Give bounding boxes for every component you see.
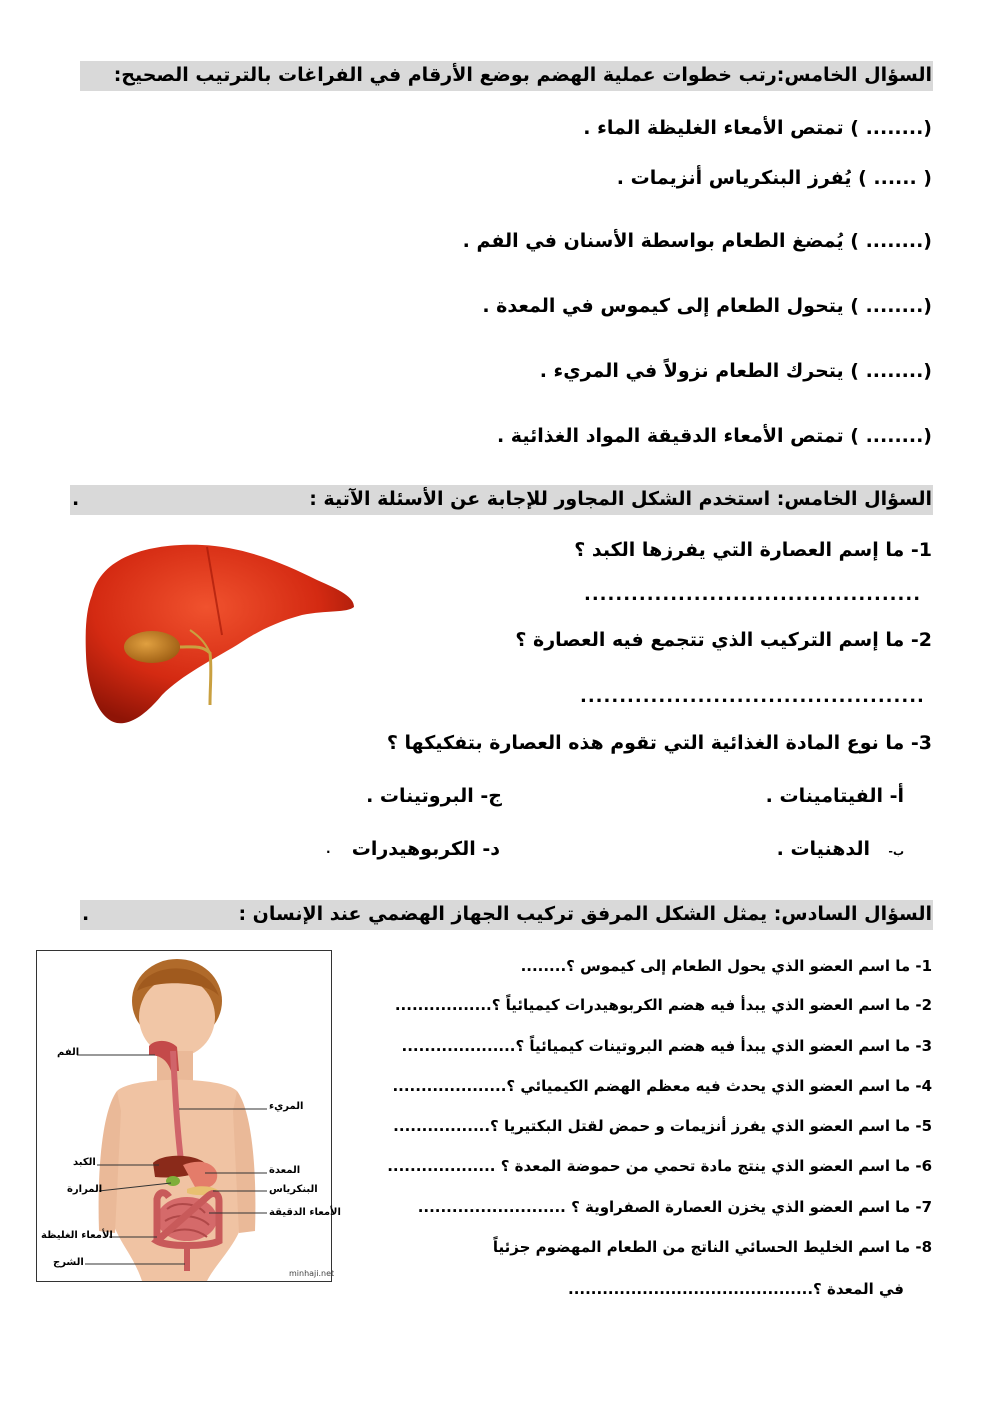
label-small-intestine: الأمعاء الدقيقة — [269, 1207, 341, 1218]
q5b-header-tail: . — [72, 488, 80, 510]
q6-item-2: 2- ما اسم العضو الذي يبدأ فيه هضم الكربوهيدرات كيميائياً ؟................. — [394, 996, 932, 1014]
label-pancreas: البنكرياس — [269, 1184, 318, 1195]
option-c: ج- البروتينات . — [366, 785, 502, 807]
q6-item-3: 3- ما اسم العضو الذي يبدأ فيه هضم البروتينات كيميائياً ؟.................... — [401, 1037, 932, 1055]
option-b: الدهنيات . — [776, 838, 870, 860]
q6-header: السؤال السادس: يمثل الشكل المرفق تركيب الجهاز الهضمي عند الإنسان : — [238, 903, 932, 925]
q6-item-5: 5- ما اسم العضو الذي يفرز أنزيمات و حمض لقتل البكتيريا ؟................. — [393, 1117, 932, 1135]
label-liver: الكبد — [73, 1157, 96, 1168]
q5b-question-2: 2- ما إسم التركيب الذي تتجمع فيه العصارة ؟ — [515, 629, 932, 651]
q6-item-8: 8- ما اسم الخليط الحسائي الناتج من الطعام المهضوم جزئياً — [492, 1238, 932, 1256]
q6-item-4: 4- ما اسم العضو الذي يحدث فيه معظم الهضم الكيميائي ؟.................... — [392, 1077, 932, 1095]
q6-header-tail: . — [82, 903, 90, 925]
option-b-letter: ب- — [888, 845, 904, 858]
label-rectum: الشرج — [53, 1257, 84, 1268]
option-a: أ- الفيتامينات . — [765, 785, 904, 807]
digestive-system-figure — [36, 950, 341, 1282]
q5a-item-5: (........ ) يتحرك الطعام نزولاً في المريء . — [539, 360, 932, 382]
q5a-header: السؤال الخامس:رتب خطوات عملية الهضم بوضع الأرقام في الفراغات بالترتيب الصحيح: — [113, 64, 932, 86]
liver-illustration — [72, 535, 357, 730]
q5b-answer-1-dots: ........................................... — [584, 584, 922, 605]
q5a-item-1: (........ ) تمتص الأمعاء الغليظة الماء . — [583, 117, 932, 139]
q5b-answer-2-dots: ............................................ — [580, 686, 925, 707]
q6-item-7: 7- ما اسم العضو الذي يخزن العصارة الصفراوية ؟ .......................... — [417, 1198, 932, 1216]
q5a-item-2: ( ...... ) يُفرز البنكرياس أنزيمات . — [616, 167, 932, 189]
q5b-question-3: 3- ما نوع المادة الغذائية التي تقوم هذه العصارة بتفكيكها ؟ — [386, 732, 932, 754]
label-gallbladder: المرارة — [67, 1184, 103, 1195]
figure-watermark: minhaji.net — [289, 1269, 335, 1278]
label-mouth: الفم — [57, 1047, 80, 1058]
q5a-item-3: (........ ) يُمضغ الطعام بواسطة الأسنان في الفم . — [462, 230, 932, 252]
label-large-intestine: الأمعاء الغليظة — [41, 1230, 113, 1241]
q6-item-8-continuation: في المعدة ؟........................................... — [568, 1280, 904, 1298]
option-d: د- الكربوهيدرات — [351, 838, 500, 860]
gallbladder-shape — [124, 631, 180, 663]
q5a-item-4: (........ ) يتحول الطعام إلى كيموس في المعدة . — [482, 295, 932, 317]
option-d-dot: . — [326, 842, 331, 856]
q5b-header: السؤال الخامس: استخدم الشكل المجاور للإجابة عن الأسئلة الآتية : — [309, 488, 932, 510]
label-esophagus: المريء — [269, 1101, 304, 1112]
liver-shape — [86, 545, 354, 723]
label-stomach: المعدة — [269, 1165, 301, 1176]
q6-item-1: 1- ما اسم العضو الذي يحول الطعام إلى كيموس ؟........ — [520, 957, 932, 975]
q5b-question-1: 1- ما إسم العصارة التي يفرزها الكبد ؟ — [574, 539, 932, 561]
q5a-item-6: (........ ) تمتص الأمعاء الدقيقة المواد الغذائية . — [496, 425, 932, 447]
q6-item-6: 6- ما اسم العضو الذي ينتج مادة تحمي من حموضة المعدة ؟ ................... — [387, 1157, 932, 1175]
